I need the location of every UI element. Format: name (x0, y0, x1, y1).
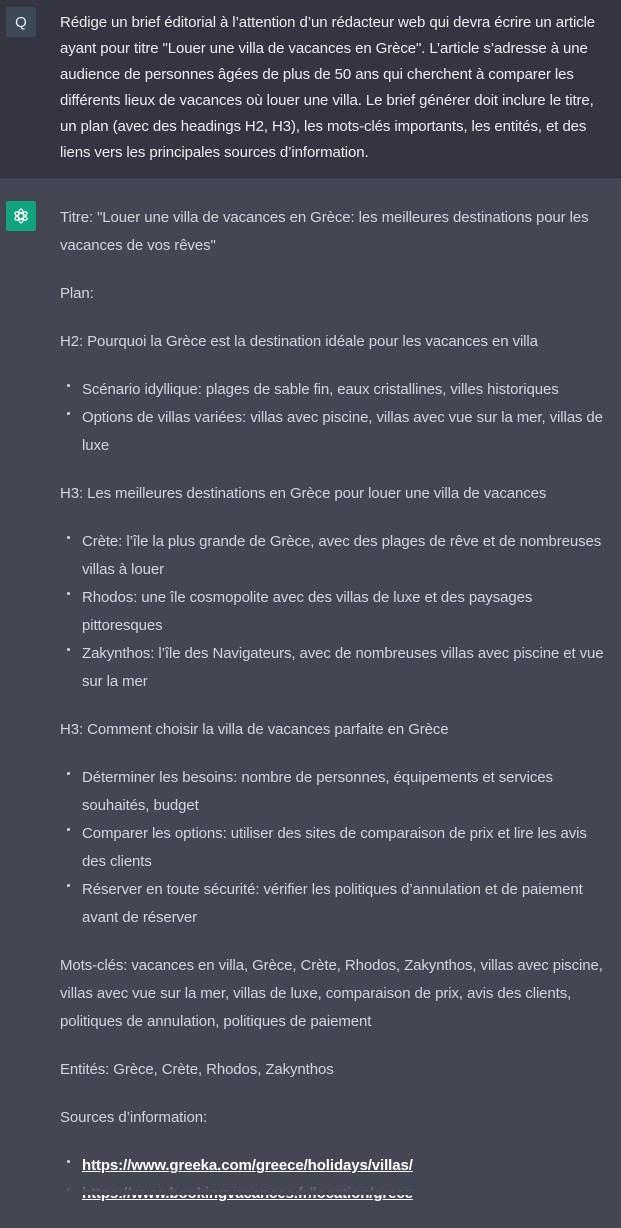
list-item: Options de villas variées: villas avec piscine, villas avec vue sur la mer, villas de luxe (82, 404, 612, 460)
article-title: Titre: "Louer une villa de vacances en Grèce: les meilleures destinations pour les vacances de vos rêves" (60, 204, 612, 260)
section-heading: H3: Les meilleures destinations en Grèce pour louer une villa de vacances (60, 480, 612, 508)
list-item: Scénario idyllique: plages de sable fin, eaux cristallines, villes historiques (82, 376, 612, 404)
source-link[interactable]: https://www.bookingvacances.fr/location/grece (82, 1185, 413, 1202)
section-heading: H2: Pourquoi la Grèce est la destination idéale pour les vacances en villa (60, 328, 612, 356)
section-bullets (60, 528, 612, 696)
list-item: Zakynthos: l’île des Navigateurs, avec de nombreuses villas avec piscine et vue sur la mer (82, 640, 612, 696)
scroll-fade (0, 1173, 621, 1195)
list-item: Comparer les options: utiliser des sites de comparaison de prix et lire les avis des clients (82, 820, 612, 876)
user-message (0, 0, 621, 178)
plan-label: Plan: (60, 280, 612, 308)
sources-label: Sources d’information: (60, 1104, 612, 1132)
list-item: Réserver en toute sécurité: vérifier les politiques d’annulation et de paiement avant de réserver (82, 876, 612, 932)
user-message-text: Rédige un brief éditorial à l’attention d’un rédacteur web qui devra écrire un article ayant pour titre "Louer une villa de vacances en Grèce". L’article s’adresse à une audience de personnes âgées de plus de 50 ans qui cherchent à comparer les différents lieux de vacances où louer une villa. Le brief générer doit inclure le titre, un plan (avec des headings H2, H3), les mots-clés importants, les entités, et des liens vers les principales sources d’information. (60, 10, 608, 166)
keywords: Mots-clés: vacances en villa, Grèce, Crète, Rhodos, Zakynthos, villas avec piscine, villas avec vue sur la mer, villas de luxe, comparaison de prix, avis des clients, politiques de annulation, politiques de paiement (60, 952, 612, 1036)
list-item: Rhodos: une île cosmopolite avec des villas de luxe et des paysages pittoresques (82, 584, 612, 640)
list-item: Déterminer les besoins: nombre de personnes, équipements et services souhaités, budget (82, 764, 612, 820)
user-avatar (6, 7, 36, 37)
list-item: Crète: l’île la plus grande de Grèce, avec des plages de rêve et de nombreuses villas à louer (82, 528, 612, 584)
section-heading: H3: Comment choisir la villa de vacances parfaite en Grèce (60, 716, 612, 744)
source-link[interactable]: https://www.greeka.com/greece/holidays/villas/ (82, 1157, 413, 1174)
assistant-message (60, 204, 612, 1228)
section-bullets (60, 376, 612, 460)
openai-logo-icon (6, 201, 36, 231)
entities: Entités: Grèce, Crète, Rhodos, Zakynthos (60, 1056, 612, 1084)
user-avatar-letter: Q (15, 14, 27, 31)
section-bullets (60, 764, 612, 932)
